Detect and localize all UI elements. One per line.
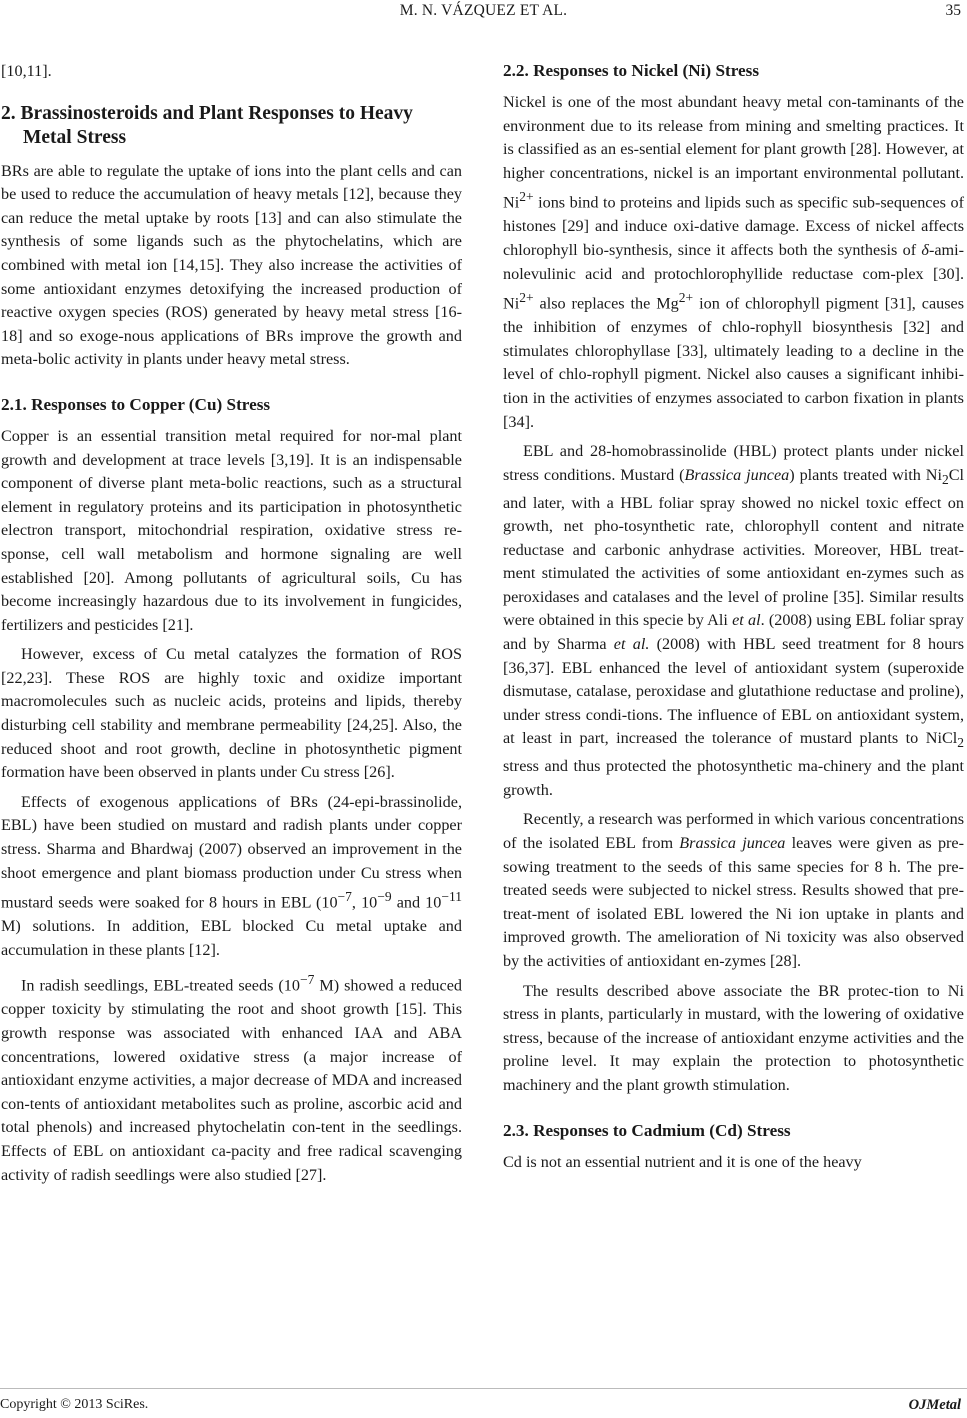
nickel-p1-text-d: also replaces the Mg bbox=[533, 294, 679, 313]
cadmium-paragraph-1: Cd is not an essential nutrient and it is one of the heavy bbox=[503, 1152, 862, 1171]
subscript-2-b: 2 bbox=[957, 735, 964, 751]
page-number: 35 bbox=[945, 2, 961, 19]
superscript-minus-9: −9 bbox=[377, 889, 392, 905]
copper-paragraph-1: Copper is an essential transition metal required for nor-mal plant growth and development at trace levels [3,19]. It is an indispensable component of diverse plant meta-bolic reactions, such as a structural element in regulatory proteins and its participation in photosynthetic electron transport, mitochondrial respiration, oxidative stress re-sponse, cell wall metabolism and hormone signaling are well established [20]. Among pollutants of agricultural soils, Cu has become increasingly hazardous due to its involvement in fungicides, fertilizers and pesticides [21]. bbox=[1, 426, 462, 634]
superscript-minus-7: −7 bbox=[337, 889, 352, 905]
nickel-p2-text-c: Cl and later, with a HBL foliar spray showed no nickel toxic effect on growth, net pho-tosynthetic rate, chlorophyll content and nitrate reductase and carbonic anhydrase activities. Moreover, HBL treat-ment stimulated the activities of some antioxidant en-zymes such as peroxidases and catalases and the level of proline [35]. Similar results were obtained in this specie by Ali bbox=[503, 465, 965, 630]
copper-paragraph-2: However, excess of Cu metal catalyzes the formation of ROS [22,23]. These ROS are highly toxic and oxidize important macromolecules such as nucleic acids, proteins and lipids, thereby disturbing cell stability and membrane permeability [24,25]. Also, the reduced shoot and root growth, decline in photosynthetic pigment formation have been observed in plants under Cu stress [26]. bbox=[1, 645, 462, 782]
continued-reference: [10,11]. bbox=[1, 62, 52, 80]
superscript-2plus-b: 2+ bbox=[519, 290, 534, 306]
nickel-p1-text-c: -ami-nolevulinic acid and protochlorophyllide reductase com-plex [30]. Ni bbox=[503, 240, 964, 313]
nickel-p2-text-f: stress and thus protected the photosynthetic ma-chinery and the plant growth. bbox=[503, 757, 964, 799]
nickel-p1-text-b: ions bind to proteins and lipids such as specific sub-sequences of histones [29] and induce oxi-dative damage. Excess of nickel affects chlorophyll bio-synthesis, since it affects both the synthesis of bbox=[503, 193, 964, 259]
nickel-paragraph-1 bbox=[503, 91, 964, 434]
running-title: M. N. VÁZQUEZ ET AL. bbox=[399, 2, 568, 19]
copper-p3-text-a: Effects of exogenous applications of BRs (24-epi-brassinolide, EBL) have been studied on mustard and radish plants under copper stress. Sharma and Bhardwaj (2007) observed an improvement in the shoot emergence and plant biomass production under Cu stress when mustard seeds were soaked for 8 hours in EBL (10 bbox=[1, 792, 462, 912]
nickel-p3-text-b: leaves were given as pre-sowing treatment to the seeds of this same species for 8 h. The pre-treated seeds were subjected to nickel stress. Results showed that pre-treat-ment of isolated EBL lowered the Ni ion uptake in plants and improved growth. The amelioration of Ni toxicity was also observed by the activities of antioxidant en-zymes [28]. bbox=[503, 834, 965, 971]
delta-symbol: δ bbox=[921, 240, 929, 259]
section-2-heading: 2. Brassinosteroids and Plant Responses to Heavy Metal Stress bbox=[1, 102, 413, 148]
copper-p3-text-d: M) solutions. In addition, EBL blocked Cu metal uptake and accumulation in these plants [12]. bbox=[1, 917, 462, 959]
nickel-paragraph-3 bbox=[503, 808, 964, 973]
section-2-paragraph: BRs are able to regulate the uptake of ions into the plant cells and can be used to reduce the accumulation of heavy metals [12], because they can reduce the metal uptake by roots [13] and can also stimulate the synthesis of some ligands such as the phytochelatins, which are combined with metal ion [14,15]. They also increase the activities of some antioxidant enzymes detoxifying the increased production of reactive oxygen species (ROS) generated by heavy metal stress [16-18] and so exoge-nous applications of BRs improve the growth and meta-bolic activity in plants under heavy metal stress. bbox=[1, 161, 462, 369]
species-name: Brassica juncea bbox=[684, 465, 790, 484]
nickel-paragraph-2 bbox=[503, 440, 964, 802]
nickel-p1-text-a: Nickel is one of the most abundant heavy metal con-taminants of the environment due to its release from mining and smelting practices. It is classified as an es-sential element for plant growth [28]. However, at higher concentrations, nickel is an important environmental pollutant. Ni bbox=[503, 93, 964, 212]
nickel-p2-text-e: (2008) with HBL seed treatment for 8 hours [36,37]. EBL enhanced the level of antioxidant system (superoxide dismutase, catalase, peroxidase and glutathione reductase and proline), under stress condi-tions. The influence of EBL on antioxidant system, at least in part, increased the tolerance of mustard plants to NiCl bbox=[503, 635, 964, 748]
copper-p3-text-b: , 10 bbox=[351, 893, 378, 912]
subsection-2-2-heading: 2.2. Responses to Nickel (Ni) Stress bbox=[503, 61, 760, 80]
nickel-paragraph-4: The results described above associate the BR protec-tion to Ni stress in plants, particularly in mustard, with the lowering of oxidative stress, because of the increase of antioxidant enzyme activities and the proline level. It may explain the protection to photosynthetic machinery and the plant growth stimulation. bbox=[503, 981, 964, 1094]
footer-divider bbox=[0, 1388, 967, 1389]
subsection-2-3-heading: 2.3. Responses to Cadmium (Cd) Stress bbox=[503, 1120, 791, 1140]
left-column bbox=[1, 60, 462, 1187]
species-name-b: Brassica juncea bbox=[679, 834, 786, 853]
journal-name: OJMetal bbox=[908, 1397, 961, 1413]
copper-p4-text-b: M) showed a reduced copper toxicity by stimulating the root and shoot growth [15]. This growth response was associated with enhanced IAA and ABA concentrations, lowered oxidative stress (a major increase of antioxidant enzyme activities, a major decrease of MDA and increased con-tents of antioxidant metabolites such as proline, ascorbic acid and total phenols) and increased phytochelatin con-tent in the seedlings. Effects of EBL on antioxidant ca-pacity and free radical scavenging activity of radish seedlings were also studied [27]. bbox=[1, 976, 462, 1184]
nickel-p1-text-e: ion of chlorophyll pigment [31], causes the inhibition of enzymes of chlo-rophyll biosynthesis [32] and stimulates chlorophyllase [33], ultimately leading to a decline in the level of chlo-rophyll pigment. Nickel also causes a significant inhibi-tion in the activities of enzymes associated to carbon fixation in plants [34]. bbox=[503, 294, 965, 431]
nickel-p2-text-d: . (2008) using EBL foliar spray and by Sharma bbox=[503, 611, 965, 654]
copyright-notice: Copyright © 2013 SciRes. bbox=[0, 1397, 149, 1412]
superscript-2plus-c: 2+ bbox=[678, 290, 694, 306]
et-al-1: et al bbox=[732, 611, 761, 630]
nickel-p2-text-a: EBL and 28-homobrassinolide (HBL) protect plants under nickel stress conditions. Mustard ( bbox=[503, 442, 964, 484]
superscript-minus-7-b: −7 bbox=[299, 972, 315, 988]
copper-paragraph-3 bbox=[1, 791, 462, 963]
nickel-p3-text-a: Recently, a research was performed in which various concentrations of the isolated EBL from bbox=[503, 810, 964, 853]
et-al-2: et al. bbox=[613, 635, 650, 654]
superscript-minus-11: −11 bbox=[441, 889, 462, 905]
subsection-2-1-heading: 2.1. Responses to Copper (Cu) Stress bbox=[1, 394, 271, 414]
subscript-2: 2 bbox=[941, 471, 949, 487]
superscript-2plus: 2+ bbox=[519, 189, 534, 205]
copper-p3-text-c: and 10 bbox=[391, 893, 442, 912]
copper-p4-text-a: In radish seedlings, EBL-treated seeds (10 bbox=[21, 976, 300, 995]
right-column bbox=[503, 60, 964, 1174]
copper-paragraph-4 bbox=[1, 968, 462, 1187]
nickel-p2-text-b: ) plants treated with Ni bbox=[789, 465, 942, 484]
